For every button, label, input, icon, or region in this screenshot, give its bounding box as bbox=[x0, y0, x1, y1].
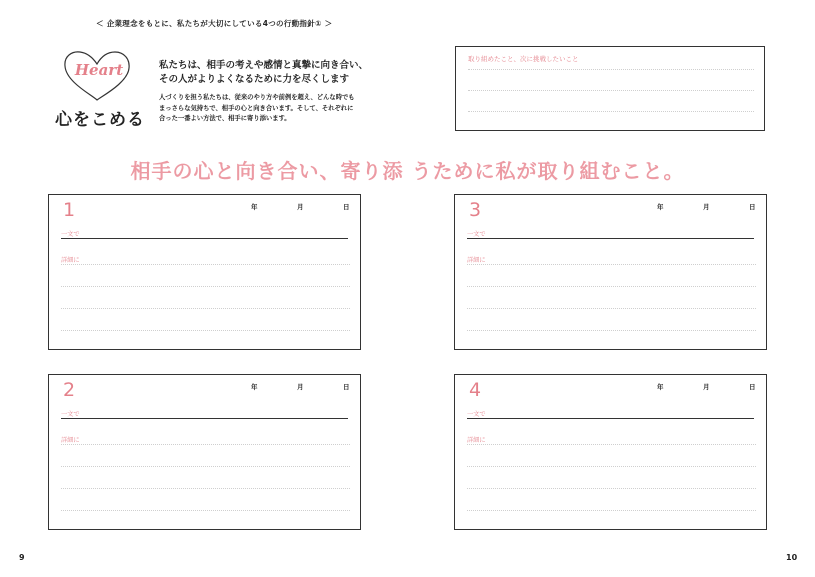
writing-line bbox=[61, 510, 350, 511]
day-label: 日 bbox=[343, 383, 350, 391]
writing-line bbox=[467, 286, 756, 287]
description-line: 人づくりを担う私たちは、従来のやり方や前例を超え、どんな時でも bbox=[159, 94, 355, 101]
description-line: 合った一番よい方法で、相手に寄り添います。 bbox=[159, 115, 291, 122]
section-title: 心をこめる bbox=[55, 110, 145, 130]
lead-line: 私たちは、相手の考えや感情と真摯に向き合い、 bbox=[159, 60, 369, 71]
action-card[interactable] bbox=[454, 194, 767, 350]
detail-label: 詳細に bbox=[61, 437, 80, 444]
year-label: 年 bbox=[251, 383, 258, 391]
writing-line bbox=[468, 69, 754, 70]
one-line-label: 一文で bbox=[61, 231, 80, 238]
day-label: 日 bbox=[343, 203, 350, 211]
card-number: 2 bbox=[63, 379, 76, 401]
year-label: 年 bbox=[657, 383, 664, 391]
month-label: 月 bbox=[703, 383, 710, 391]
year-label: 年 bbox=[251, 203, 258, 211]
writing-line bbox=[61, 286, 350, 287]
month-label: 月 bbox=[297, 383, 304, 391]
one-line-field[interactable] bbox=[61, 418, 348, 419]
month-label: 月 bbox=[297, 203, 304, 211]
writing-line bbox=[467, 264, 756, 265]
action-card[interactable] bbox=[454, 374, 767, 530]
writing-line bbox=[467, 488, 756, 489]
headline: 相手の心と向き合い、寄り添 うために私が取り組むこと。 bbox=[130, 159, 685, 183]
writing-line bbox=[467, 308, 756, 309]
description-line: まっさらな気持ちで、相手の心と向き合います。そして、それぞれに bbox=[159, 104, 354, 112]
lead-line: その人がよりよくなるために力を尽くします bbox=[159, 74, 350, 85]
one-line-field[interactable] bbox=[61, 238, 348, 239]
card-number: 3 bbox=[469, 199, 482, 221]
writing-line bbox=[468, 111, 754, 112]
page-number-left: 9 bbox=[19, 553, 25, 562]
writing-line bbox=[467, 444, 756, 445]
page-number-right: 10 bbox=[786, 553, 798, 562]
reflection-box-label: 取り組めたこと、次に挑戦したいこと bbox=[468, 55, 579, 63]
detail-label: 詳細に bbox=[467, 257, 486, 264]
one-line-label: 一文で bbox=[467, 231, 486, 238]
writing-line bbox=[467, 510, 756, 511]
day-label: 日 bbox=[749, 383, 756, 391]
page-caption: ＜ 企業理念をもとに、私たちが大切にしている4つの行動指針① ＞ bbox=[96, 19, 333, 28]
detail-label: 詳細に bbox=[61, 257, 80, 264]
writing-line bbox=[61, 444, 350, 445]
one-line-label: 一文で bbox=[61, 411, 80, 418]
action-card[interactable] bbox=[48, 374, 361, 530]
writing-line bbox=[61, 466, 350, 467]
one-line-field[interactable] bbox=[467, 238, 754, 239]
month-label: 月 bbox=[703, 203, 710, 211]
writing-line bbox=[61, 488, 350, 489]
day-label: 日 bbox=[749, 203, 756, 211]
writing-line bbox=[61, 308, 350, 309]
year-label: 年 bbox=[657, 203, 664, 211]
one-line-field[interactable] bbox=[467, 418, 754, 419]
writing-line bbox=[468, 90, 754, 91]
one-line-label: 一文で bbox=[467, 411, 486, 418]
detail-label: 詳細に bbox=[467, 437, 486, 444]
card-number: 4 bbox=[469, 379, 482, 401]
description-text bbox=[159, 93, 355, 125]
reflection-box[interactable] bbox=[455, 46, 765, 131]
card-number: 1 bbox=[63, 199, 76, 221]
writing-line bbox=[61, 264, 350, 265]
writing-line bbox=[61, 330, 350, 331]
writing-line bbox=[467, 330, 756, 331]
heart-label: Heart bbox=[74, 61, 124, 79]
lead-text bbox=[159, 59, 368, 87]
writing-line bbox=[467, 466, 756, 467]
action-card[interactable] bbox=[48, 194, 361, 350]
